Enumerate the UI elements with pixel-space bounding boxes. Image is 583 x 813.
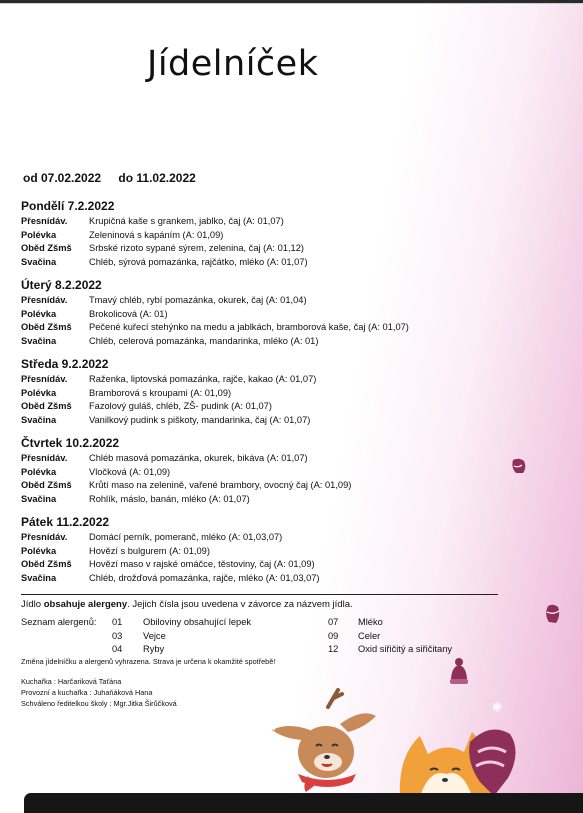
day-block-tuesday bbox=[21, 276, 481, 348]
allergen-code: 09 bbox=[328, 630, 339, 641]
day-title: Pátek 11.2.2022 bbox=[21, 515, 110, 529]
meal-row bbox=[21, 256, 481, 270]
meal-row bbox=[21, 531, 481, 545]
day-title: Pondělí 7.2.2022 bbox=[21, 199, 115, 213]
allergen-name: Ryby bbox=[143, 644, 165, 654]
allergen-note bbox=[21, 599, 353, 610]
meal-text: Krupičná kaše s grankem, jablko, čaj (A: 01,07) bbox=[89, 216, 284, 226]
meal-row bbox=[21, 558, 481, 572]
meal-text: Vanilkový pudink s piškoty, mandarinka, čaj (A: 01,07) bbox=[89, 414, 311, 425]
meal-text: Vločková (A: 01,09) bbox=[89, 466, 171, 477]
meal-text: Brokolicová (A: 01) bbox=[89, 308, 168, 319]
meal-text: Rohlík, máslo, banán, mléko (A: 01,07) bbox=[89, 493, 250, 504]
meal-row bbox=[21, 308, 481, 322]
meal-label: Svačina bbox=[21, 414, 57, 425]
allergen-note-post: . Jejich čísla jsou uvedena v závorce za názvem jídla. bbox=[127, 599, 353, 610]
meal-text: Krůtí maso na zelenině, vařené brambory, ovocný čaj (A: 01,09) bbox=[89, 480, 352, 490]
allergen-code: 03 bbox=[112, 630, 123, 641]
mitten-icon bbox=[508, 456, 530, 478]
meal-text: Chléb, celerová pomazánka, mandarinka, mléko (A: 01) bbox=[89, 335, 319, 346]
meal-label: Svačina bbox=[21, 335, 57, 346]
meal-text: Domácí perník, pomeranč, mléko (A: 01,03,07) bbox=[89, 532, 283, 542]
meal-label: Polévka bbox=[21, 466, 57, 477]
snowflake-icon bbox=[492, 702, 502, 712]
allergen-code: 04 bbox=[112, 644, 123, 654]
meal-text: Pečené kuřecí stehýnko na medu a jablkách, bramborová kaše, čaj (A: 01,07) bbox=[89, 322, 409, 332]
staff-approved: Schváleno ředitelkou školy : Mgr.Jitka Širůčková bbox=[21, 699, 177, 708]
meal-label: Přesnídáv. bbox=[21, 374, 68, 384]
allergen-code: 12 bbox=[328, 644, 339, 654]
staff-operations: Provozní a kuchařka : Juhaňáková Hana bbox=[21, 688, 153, 697]
meal-label: Polévka bbox=[21, 545, 57, 556]
date-from: od 07.02.2022 bbox=[23, 171, 102, 185]
meal-label: Oběd Zšmš bbox=[21, 401, 72, 411]
meal-row bbox=[21, 335, 481, 349]
meal-text: Raženka, liptovská pomazánka, rajče, kakao (A: 01,07) bbox=[89, 374, 317, 384]
top-border-shadow bbox=[0, 3, 583, 4]
day-title: Středa 9.2.2022 bbox=[21, 357, 109, 371]
meal-label: Svačina bbox=[21, 493, 57, 504]
meal-label: Oběd Zšmš bbox=[21, 243, 72, 253]
meal-label: Svačina bbox=[21, 256, 57, 267]
meal-row bbox=[21, 373, 481, 387]
meal-row bbox=[21, 229, 481, 243]
allergen-name: Celer bbox=[358, 630, 381, 641]
day-block-friday bbox=[21, 513, 481, 585]
meal-text: Bramborová s kroupami (A: 01,09) bbox=[89, 387, 232, 398]
day-block-monday bbox=[21, 197, 481, 269]
meal-label: Svačina bbox=[21, 572, 57, 583]
meal-text: Chléb, sýrová pomazánka, rajčátko, mléko (A: 01,07) bbox=[89, 256, 308, 267]
bottom-bar bbox=[24, 793, 583, 813]
meal-text: Srbské rizoto sypané sýrem, zelenina, čaj (A: 01,12) bbox=[89, 243, 304, 253]
page-title: Jídelníček bbox=[147, 44, 319, 84]
allergen-name: Obiloviny obsahující lepek bbox=[143, 617, 252, 627]
meal-label: Přesnídáv. bbox=[21, 216, 68, 226]
meal-row bbox=[21, 479, 481, 493]
allergen-code: 01 bbox=[112, 617, 123, 627]
meal-text: Chléb masová pomazánka, okurek, bikáva (A: 01,07) bbox=[89, 453, 308, 463]
meal-text: Fazolový guláš, chléb, ZŠ- pudink (A: 01,07) bbox=[89, 401, 272, 411]
allergen-name: Mléko bbox=[358, 617, 383, 627]
staff-list bbox=[21, 676, 177, 709]
reindeer-illustration bbox=[268, 682, 378, 792]
meal-text: Tmavý chléb, rybí pomazánka, okurek, čaj (A: 01,04) bbox=[89, 295, 307, 305]
meal-text: Hovězí maso v rajské omáčce, těstoviny, čaj (A: 01,09) bbox=[89, 559, 315, 569]
staff-cook: Kuchařka : Harčariková Taťána bbox=[21, 677, 122, 686]
meal-row bbox=[21, 387, 481, 401]
meal-label: Polévka bbox=[21, 229, 57, 240]
allergen-list-label: Seznam alergenů: bbox=[21, 617, 97, 627]
allergen-name: Oxid siřičitý a siřičitany bbox=[358, 644, 453, 654]
meal-row bbox=[21, 452, 481, 466]
meal-text: Hovězí s bulgurem (A: 01,09) bbox=[89, 545, 210, 556]
snowflake-icon bbox=[265, 720, 277, 732]
meal-row bbox=[21, 414, 481, 428]
meal-label: Polévka bbox=[21, 308, 57, 319]
meal-label: Polévka bbox=[21, 387, 57, 398]
date-range bbox=[23, 171, 210, 185]
day-block-wednesday bbox=[21, 355, 481, 427]
date-to: do 11.02.2022 bbox=[118, 171, 196, 185]
meal-row bbox=[21, 493, 481, 507]
meal-label: Přesnídáv. bbox=[21, 532, 68, 542]
meal-text: Zeleninová s kapáním (A: 01,09) bbox=[89, 229, 224, 240]
section-divider bbox=[21, 594, 498, 595]
meal-row bbox=[21, 572, 481, 586]
meal-label: Oběd Zšmš bbox=[21, 480, 72, 490]
meal-row bbox=[21, 321, 481, 335]
day-block-thursday bbox=[21, 434, 481, 506]
day-title: Čtvrtek 10.2.2022 bbox=[21, 436, 120, 450]
winter-hat-icon bbox=[448, 657, 470, 687]
meal-row bbox=[21, 400, 481, 414]
allergen-name: Vejce bbox=[143, 630, 166, 641]
allergen-code: 07 bbox=[328, 617, 339, 627]
meal-row bbox=[21, 294, 481, 308]
day-title: Úterý 8.2.2022 bbox=[21, 278, 102, 292]
change-note: Změna jídelníčku a alergenů vyhrazena. Strava je určena k okamžité spotřebě! bbox=[21, 657, 276, 666]
meal-label: Oběd Zšmš bbox=[21, 559, 72, 569]
meal-text: Chléb, drožďová pomazánka, rajče, mléko (A: 01,03,07) bbox=[89, 572, 320, 583]
meal-row bbox=[21, 466, 481, 480]
allergen-note-pre: Jídlo bbox=[21, 599, 44, 610]
meal-row bbox=[21, 545, 481, 559]
meal-label: Oběd Zšmš bbox=[21, 322, 72, 332]
meal-row bbox=[21, 242, 481, 256]
allergen-note-bold: obsahuje alergeny bbox=[43, 599, 128, 610]
meal-row bbox=[21, 215, 481, 229]
mitten-icon bbox=[542, 603, 564, 627]
meal-label: Přesnídáv. bbox=[21, 295, 68, 305]
scarf-illustration bbox=[460, 722, 530, 796]
meal-label: Přesnídáv. bbox=[21, 453, 68, 463]
